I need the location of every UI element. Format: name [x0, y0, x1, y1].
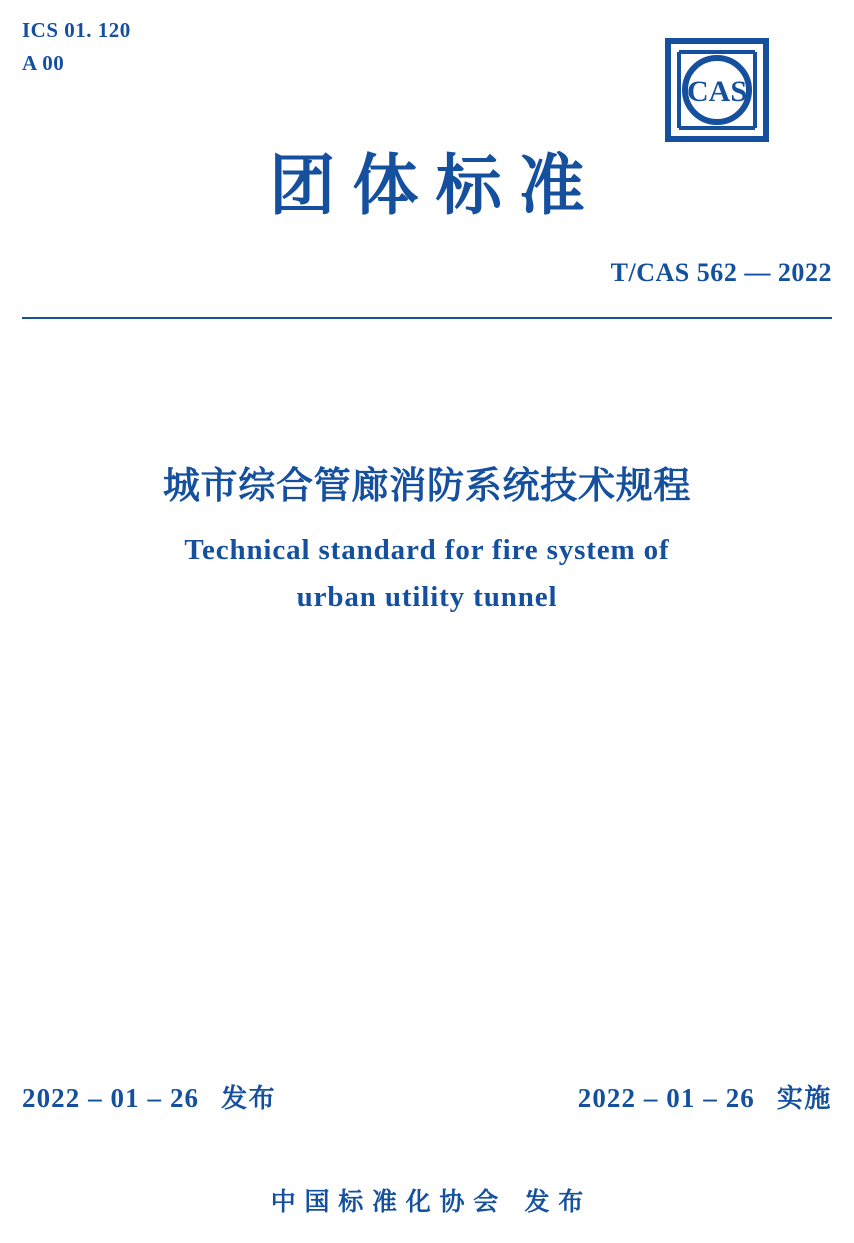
document-meta — [22, 14, 131, 79]
title-english-line-1: Technical standard for fire system of — [184, 534, 670, 566]
svg-text:CAS: CAS — [686, 75, 748, 108]
effective-date: 2022 – 01 – 26 — [577, 1083, 755, 1113]
category-code: A 00 — [22, 50, 65, 75]
ics-code: ICS 01. 120 — [22, 18, 131, 42]
issue-date-group — [22, 1078, 276, 1115]
series-title: 团体标准 — [269, 147, 602, 224]
effective-label: 实施 — [776, 1084, 832, 1114]
cas-logo-icon — [665, 38, 769, 142]
title-chinese: 城市综合管廊消防系统技术规程 — [162, 464, 692, 507]
issue-label: 发布 — [221, 1084, 277, 1114]
title-english-line-2: urban utility tunnel — [296, 580, 558, 613]
publisher-line: 中国标准化协会 发布 — [270, 1187, 592, 1216]
title-english — [0, 527, 854, 621]
header-divider — [22, 317, 832, 319]
effective-date-group — [578, 1078, 832, 1115]
standard-number: T/CAS 562 — 2022 — [610, 258, 832, 287]
dates-row — [22, 1078, 832, 1115]
issue-date: 2022 – 01 – 26 — [22, 1083, 200, 1113]
